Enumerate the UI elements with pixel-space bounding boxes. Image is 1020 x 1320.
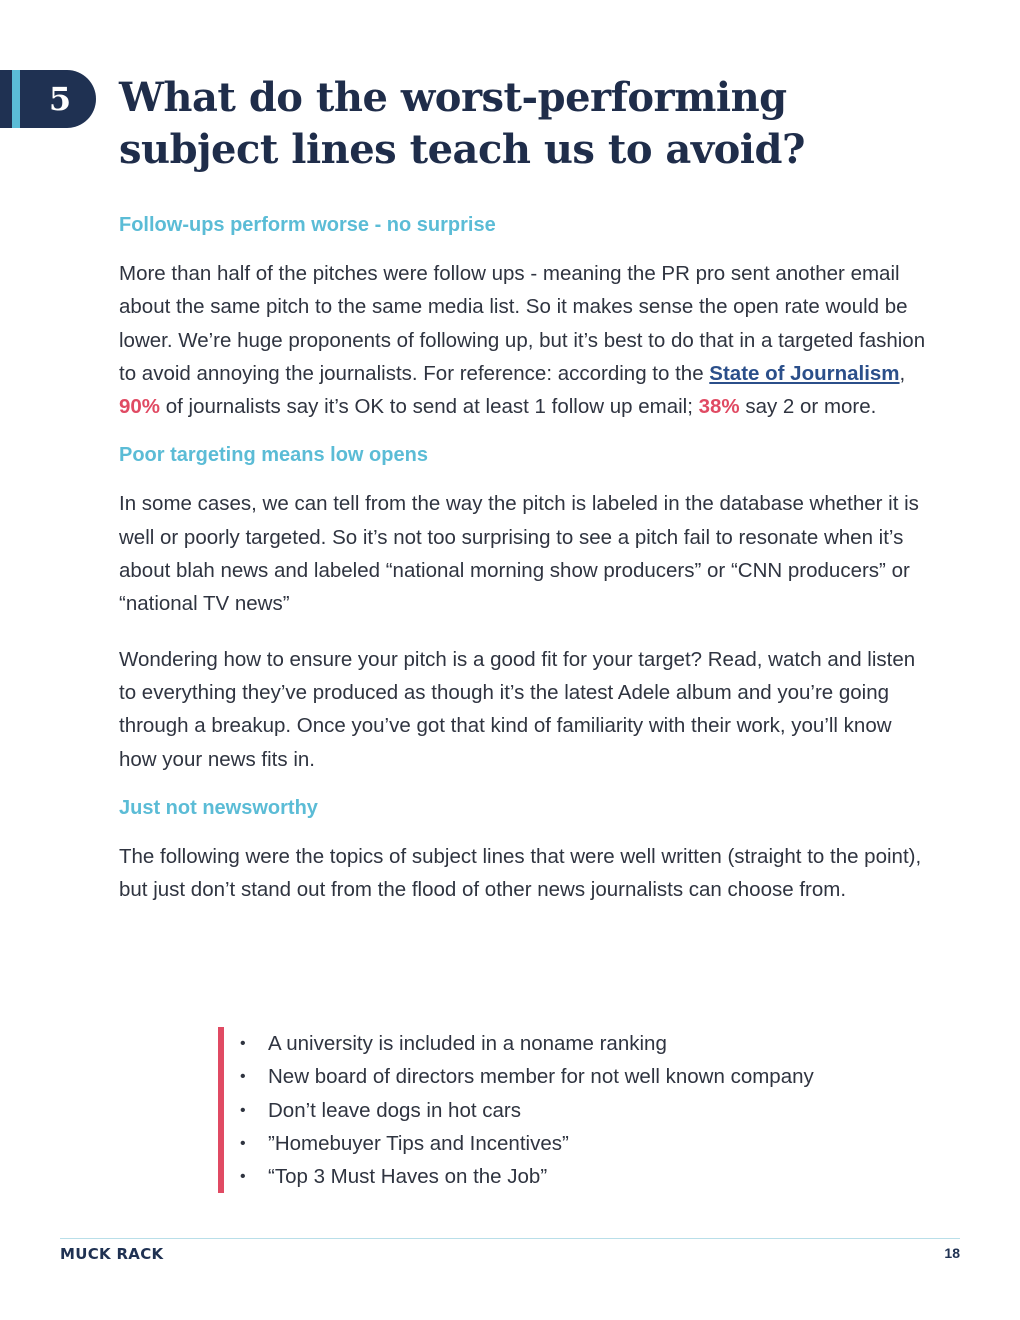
subject-topics-list <box>240 1027 940 1193</box>
bullet-icon: • <box>240 1035 246 1052</box>
followups-text-1: More than half of the pitches were follow ups - meaning the PR pro sent another email about the same pitch to the same media list. So it makes sense the open rate would be lower. We’re huge proponents of following up, but it’s best to do that in a targeted fashion to avoid annoying the journalists. For reference: according to the <box>119 262 926 385</box>
list-item-text: New board of directors member for not well known company <box>268 1065 814 1089</box>
stat-90-percent: 90% <box>119 395 161 419</box>
list-item <box>240 1127 940 1160</box>
list-item-text: A university is included in a noname ranking <box>268 1032 667 1055</box>
list-item <box>240 1027 940 1060</box>
list-item-text: ”Homebuyer Tips and Incentives” <box>268 1131 569 1155</box>
followups-comma: , <box>899 361 906 385</box>
page-number: 18 <box>944 1245 960 1261</box>
footer-divider <box>60 1238 960 1239</box>
page-title: What do the worst-performing subject lines teach us to avoid? <box>119 74 805 173</box>
bullet-icon: • <box>240 1168 246 1186</box>
followups-text-3: say 2 or more. <box>739 395 877 419</box>
subheading-newsworthy: Just not newsworthy <box>119 796 318 819</box>
muck-rack-logo: MUCK RACK <box>60 1245 164 1263</box>
list-item <box>240 1060 940 1093</box>
main-content <box>119 205 929 906</box>
bullet-icon: • <box>240 1134 246 1152</box>
section-number-badge <box>0 70 96 128</box>
bullet-list-block <box>218 1027 940 1193</box>
paragraph-targeting-2: Wondering how to ensure your pitch is a good fit for your target? Read, watch and listen to everything they’ve produced as though it’s the latest Adele album and you’re going through a breakup. Once you’ve got that kind of familiarity with their work, you’ll know how your news fits in. <box>119 647 916 771</box>
paragraph-newsworthy: The following were the topics of subject lines that were well written (straight to the point), but just don’t stand out from the flood of other news journalists can choose from. <box>119 844 922 902</box>
paragraph-followups <box>119 257 929 423</box>
bullet-icon: • <box>240 1101 246 1119</box>
list-item-text: Don’t leave dogs in hot cars <box>268 1098 521 1122</box>
section-number: 5 <box>48 80 72 118</box>
stat-38-percent: 38% <box>698 395 740 419</box>
list-item <box>240 1160 940 1193</box>
subheading-targeting: Poor targeting means low opens <box>119 444 428 467</box>
bullet-icon: • <box>240 1068 246 1086</box>
list-item-text: “Top 3 Must Haves on the Job” <box>268 1165 548 1189</box>
list-item <box>240 1094 940 1127</box>
state-of-journalism-link[interactable]: State of Journalism <box>709 361 900 385</box>
subheading-followups: Follow-ups perform worse - no surprise <box>119 214 496 236</box>
followups-text-2: of journalists say it’s OK to send at least 1 follow up email; <box>160 395 699 419</box>
badge-stripe <box>12 70 20 128</box>
paragraph-targeting-1: In some cases, we can tell from the way the pitch is labeled in the database whether it is well or poorly targeted. So it’s not too surprising to see a pitch fail to resonate when it’s about blah news and labeled “national morning show producers” or “CNN producers” or “national TV news” <box>119 492 919 616</box>
